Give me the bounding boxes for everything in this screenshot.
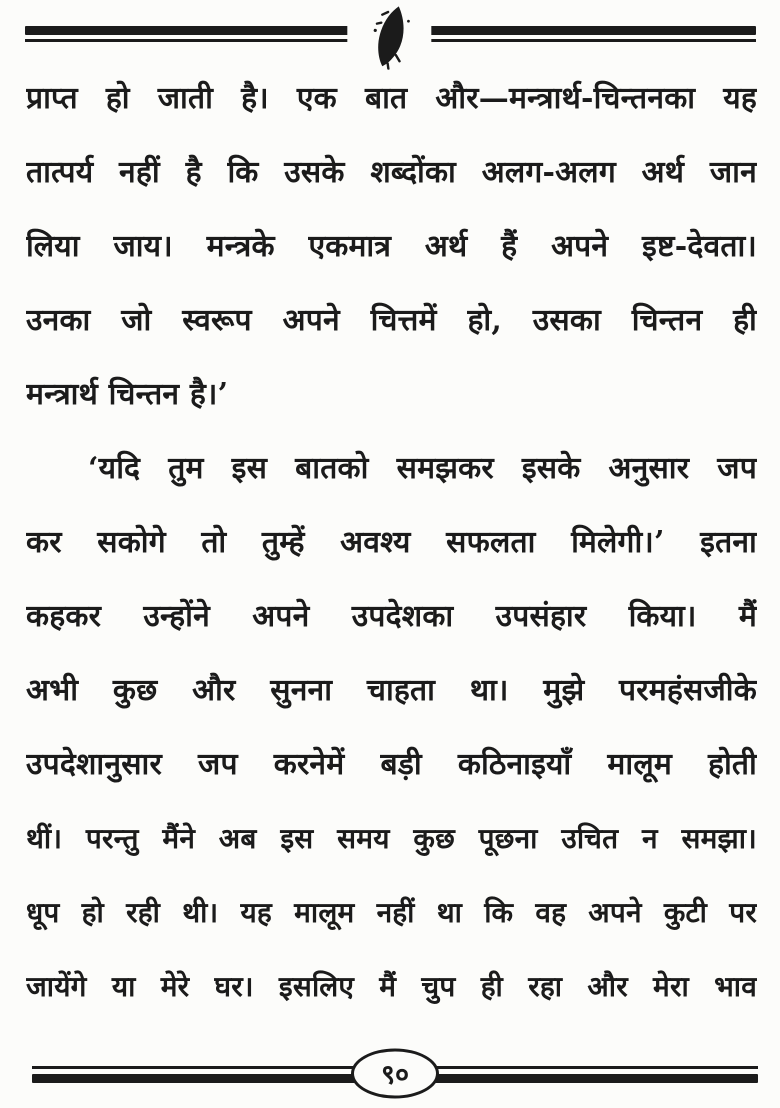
bottom-border (32, 1059, 758, 1090)
text-line: कर सकोगे तो तुम्हें अवश्य सफलता मिलेगी।’ इतना (26, 525, 757, 560)
page-number-badge (351, 1049, 439, 1099)
top-border (25, 26, 756, 46)
text-line: जायेंगे या मेरे घर। इसलिए मैं चुप ही रहा और मेरा भाव (26, 970, 757, 1003)
page-number: ९० (380, 1059, 410, 1090)
text-line: प्राप्त हो जाती है। एक बात और—मन्त्रार्थ-चिन्तनका यह (26, 81, 757, 116)
page-text (26, 62, 757, 1024)
text-line: धूप हो रही थी। यह मालूम नहीं था कि वह अपने कुटी पर (26, 896, 757, 929)
text-line: थीं। परन्तु मैंने अब इस समय कुछ पूछना उचित न समझा। (26, 822, 757, 855)
text-line: तात्पर्य नहीं है कि उसके शब्दोंका अलग-अलग अर्थ जान (26, 155, 757, 190)
text-line: कहकर उन्होंने अपने उपदेशका उपसंहार किया। मैं (26, 599, 757, 634)
text-line: ‘यदि तुम इस बातको समझकर इसके अनुसार जप (88, 451, 757, 486)
text-line: अभी कुछ और सुनना चाहता था। मुझे परमहंसजीके (26, 673, 757, 708)
text-line: उपदेशानुसार जप करनेमें बड़ी कठिनाइयाँ मालूम होती (26, 747, 757, 782)
text-line: लिया जाय। मन्त्रके एकमात्र अर्थ हैं अपने इष्ट-देवता। (26, 229, 757, 264)
text-line: मन्त्रार्थ चिन्तन है।’ (26, 377, 229, 412)
text-line: उनका जो स्वरूप अपने चित्तमें हो, उसका चिन्तन ही (26, 303, 757, 338)
